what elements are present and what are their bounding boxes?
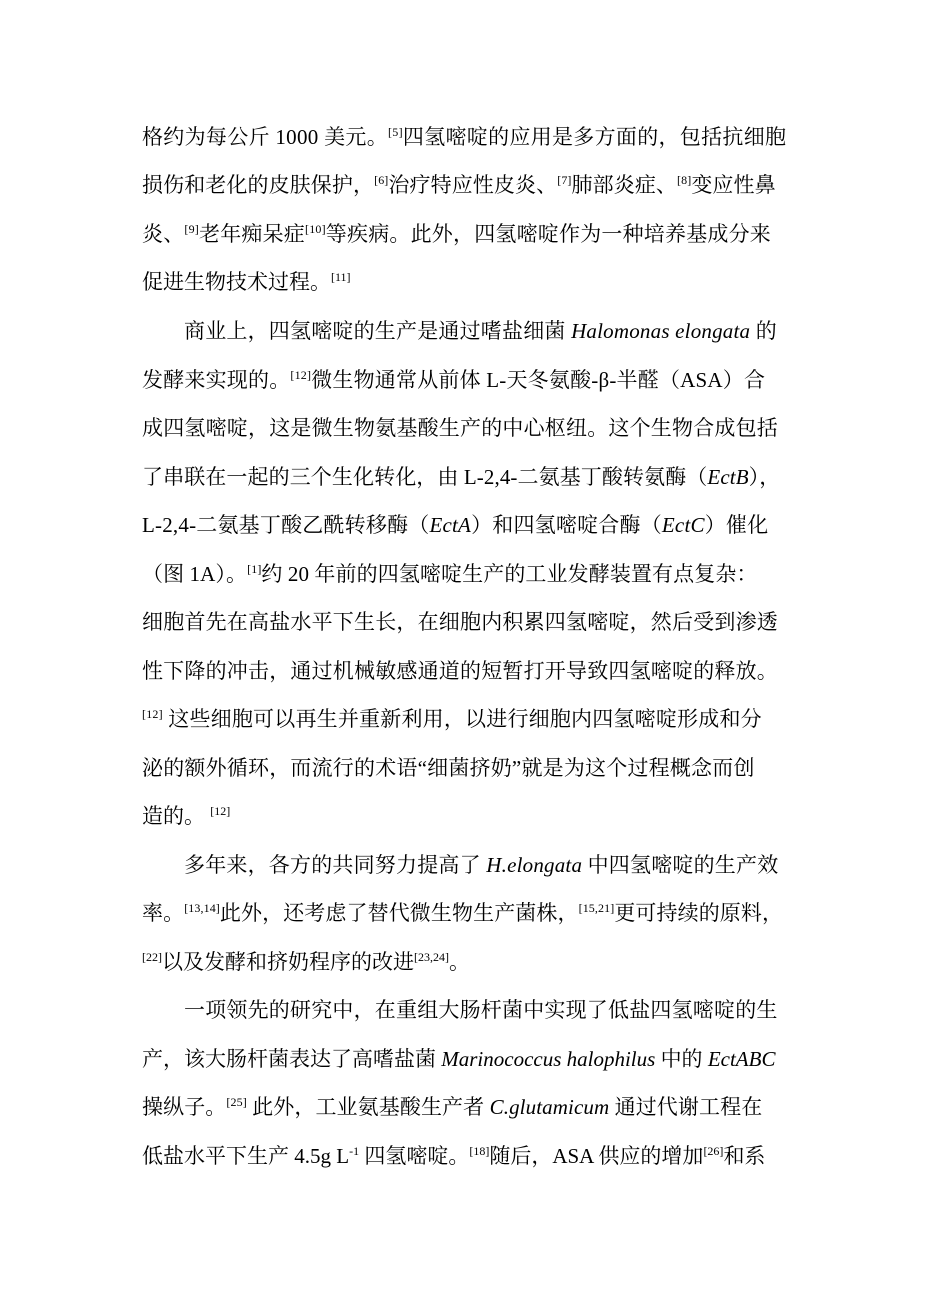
citation[interactable]: [6] (374, 173, 389, 187)
citation[interactable]: [10] (305, 222, 326, 236)
citation[interactable]: [11] (331, 270, 351, 284)
citation[interactable]: [22] (142, 950, 162, 964)
text-line: 细胞首先在高盐水平下生长，在细胞内积累四氢嘧啶，然后受到渗透 (142, 610, 778, 634)
text-line: 了串联在一起的三个生化转化，由 L-2,4-二氨基丁酸转氨酶（EctB）， (142, 465, 781, 489)
text-line: 一项领先的研究中，在重组大肠杆菌中实现了低盐四氢嘧啶的生 (184, 998, 778, 1022)
citation[interactable]: [12] (290, 368, 312, 382)
citation[interactable]: [12] (142, 707, 163, 721)
gene-name: EctC (661, 513, 705, 537)
species-name: Halomonas elongata (571, 319, 751, 343)
citation[interactable]: [9] (184, 222, 199, 236)
species-name: C.glutamicum (489, 1095, 610, 1119)
gene-name: EctA (429, 513, 472, 537)
citation[interactable]: [18] (469, 1144, 490, 1158)
text-line: 低盐水平下生产 4.5g $L^{-1}$ 四氢嘧啶。[18]随后，ASA 供应的增加[26]和系 (142, 1144, 766, 1168)
unit-exponent: -1 (349, 1144, 360, 1158)
text-line: （图 1A）。[1]约 20 年前的四氢嘧啶生产的工业发酵装置有点复杂： (142, 562, 758, 586)
citation[interactable]: [7] (557, 173, 572, 187)
text-line: [22]以及发酵和挤奶程序的改进[23,24]。 (142, 950, 470, 974)
citation[interactable]: [12] (210, 804, 231, 818)
text-line: 率。[13,14]此外，还考虑了替代微生物生产菌株，[15,21]更可持续的原料， (142, 901, 784, 925)
gene-name: EctB (707, 465, 749, 489)
species-name: H.elongata (486, 853, 583, 877)
gene-name: EctABC (707, 1047, 776, 1071)
text-line: 泌的额外循环，而流行的术语“细菌挤奶”就是为这个过程概念而创 (142, 756, 755, 780)
citation[interactable]: [15,21] (578, 901, 615, 915)
text-line: 产，该大肠杆菌表达了高嗜盐菌 Marinococcus halophilus 中的 EctABC (142, 1047, 776, 1071)
text-line: 成四氢嘧啶，这是微生物氨基酸生产的中心枢纽。这个生物合成包括 (142, 416, 778, 440)
text-line: [12] 这些细胞可以再生并重新利用，以进行细胞内四氢嘧啶形成和分 (142, 707, 762, 731)
citation[interactable]: [8] (677, 173, 692, 187)
text-line: 商业上，四氢嘧啶的生产是通过嗜盐细菌 Halomonas elongata 的 (184, 319, 777, 343)
text-line: 操纵子。[25] 此外，工业氨基酸生产者 C.glutamicum 通过代谢工程在 (142, 1095, 763, 1119)
citation[interactable]: [25] (226, 1095, 247, 1109)
text-line: 促进生物技术过程。[11] (142, 270, 351, 294)
text-line: 炎、[9]老年痴呆症[10]等疾病。此外，四氢嘧啶作为一种培养基成分来 (142, 222, 771, 246)
text-line: 损伤和老化的皮肤保护，[6]治疗特应性皮炎、[7]肺部炎症、[8]变应性鼻 (142, 173, 776, 197)
text-line: L-2,4-二氨基丁酸乙酰转移酶（EctA）和四氢嘧啶合酶（EctC）催化 (142, 513, 769, 537)
text-line: 格约为每公斤 1000 美元。[5]四氢嘧啶的应用是多方面的，包括抗细胞 (142, 125, 787, 149)
text-line: 性下降的冲击，通过机械敏感通道的短暂打开导致四氢嘧啶的释放。 (142, 659, 778, 683)
text-line: 造的。 [12] (142, 804, 231, 828)
citation[interactable]: [13,14] (184, 901, 220, 915)
text-line: 多年来，各方的共同努力提高了 H.elongata 中四氢嘧啶的生产效 (184, 853, 779, 877)
citation[interactable]: [23,24] (414, 950, 449, 964)
species-name: Marinococcus halophilus (441, 1047, 656, 1071)
citation[interactable]: [1] (247, 562, 262, 576)
text-line: 发酵来实现的。[12]微生物通常从前体 L-天冬氨酸-β-半醛（ASA）合 (142, 368, 766, 392)
citation[interactable]: [5] (388, 125, 403, 139)
citation[interactable]: [26] (703, 1144, 724, 1158)
